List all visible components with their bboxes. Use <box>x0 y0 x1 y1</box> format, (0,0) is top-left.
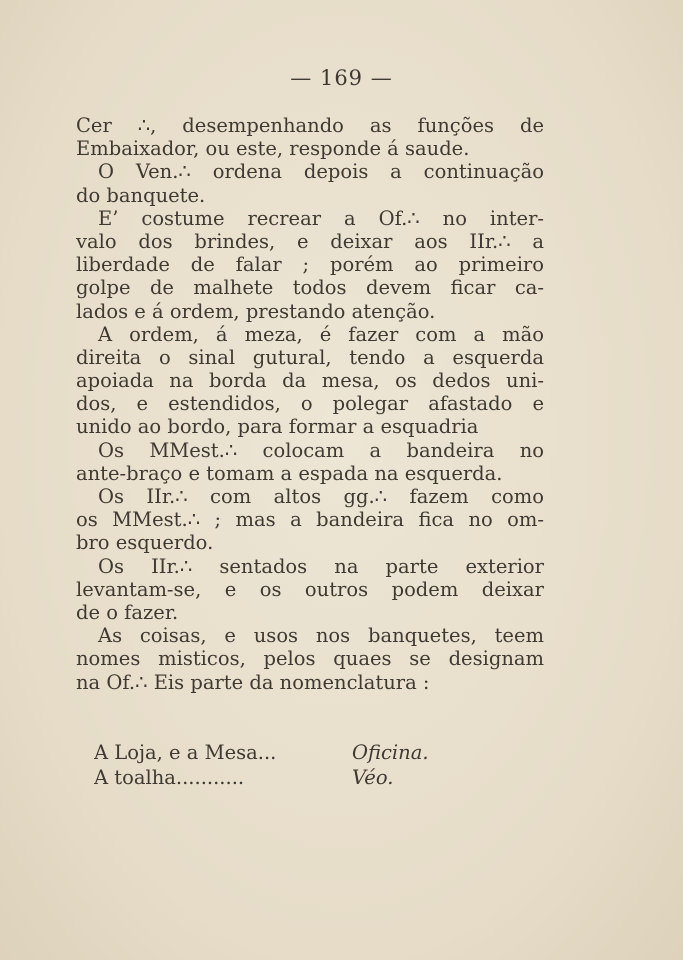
text-line: de o fazer. <box>76 600 179 624</box>
text-line: bro esquerdo. <box>76 531 214 555</box>
text-line: levantam-se, e os outros podem deixar <box>76 577 544 601</box>
text-line: Embaixador, ou este, responde á saude. <box>76 137 470 161</box>
text-line: ante-braço e tomam a espada na esquerda. <box>76 461 503 485</box>
nomenclature-row <box>94 740 494 765</box>
text-line: dos, e estendidos, o polegar afastado e <box>76 392 544 416</box>
nomenclature-definition: Véo. <box>352 766 394 789</box>
text-line: nomes misticos, pelos quaes se designam <box>76 647 544 671</box>
text-line: A ordem, á meza, é fazer com a mão <box>98 322 544 346</box>
nomenclature-definition: Oficina. <box>352 741 429 764</box>
page-number: — 169 — <box>290 66 393 90</box>
text-line: lados e á ordem, prestando atenção. <box>76 299 436 323</box>
text-line: os MMest.∴ ; mas a bandeira fica no om- <box>76 508 544 532</box>
nomenclature-row <box>94 765 494 790</box>
text-line: apoiada na borda da mesa, os dedos uni- <box>76 369 544 393</box>
text-line: valo dos brindes, e deixar aos IIr.∴ a <box>76 229 544 253</box>
text-line: unido ao bordo, para formar a esquadria <box>76 415 479 439</box>
nomenclature-term: A toalha........... <box>94 766 245 789</box>
text-line: golpe de malhete todos devem ficar ca- <box>76 276 544 300</box>
text-line: Os MMest.∴ colocam a bandeira no <box>98 438 544 462</box>
nomenclature-list <box>94 740 494 790</box>
text-line: As coisas, e usos nos banquetes, teem <box>98 624 544 648</box>
text-line: O Ven.∴ ordena depois a continuação <box>98 160 544 184</box>
text-line: na Of.∴ Eis parte da nomenclatura : <box>76 670 430 694</box>
text-line: Cer ∴, desempenhando as funções de <box>76 114 544 137</box>
text-line: Os IIr.∴ sentados na parte exterior <box>98 554 544 578</box>
text-line: liberdade de falar ; porém ao primeiro <box>76 253 544 277</box>
text-line: E’ costume recrear a Of.∴ no inter- <box>98 206 544 230</box>
text-line: direita o sinal gutural, tendo a esquerda <box>76 345 544 369</box>
text-line: Os IIr.∴ com altos gg.∴ fazem como <box>98 485 544 508</box>
text-line: do banquete. <box>76 183 206 207</box>
body-text <box>76 114 544 694</box>
nomenclature-term: A Loja, e a Mesa... <box>94 741 277 764</box>
